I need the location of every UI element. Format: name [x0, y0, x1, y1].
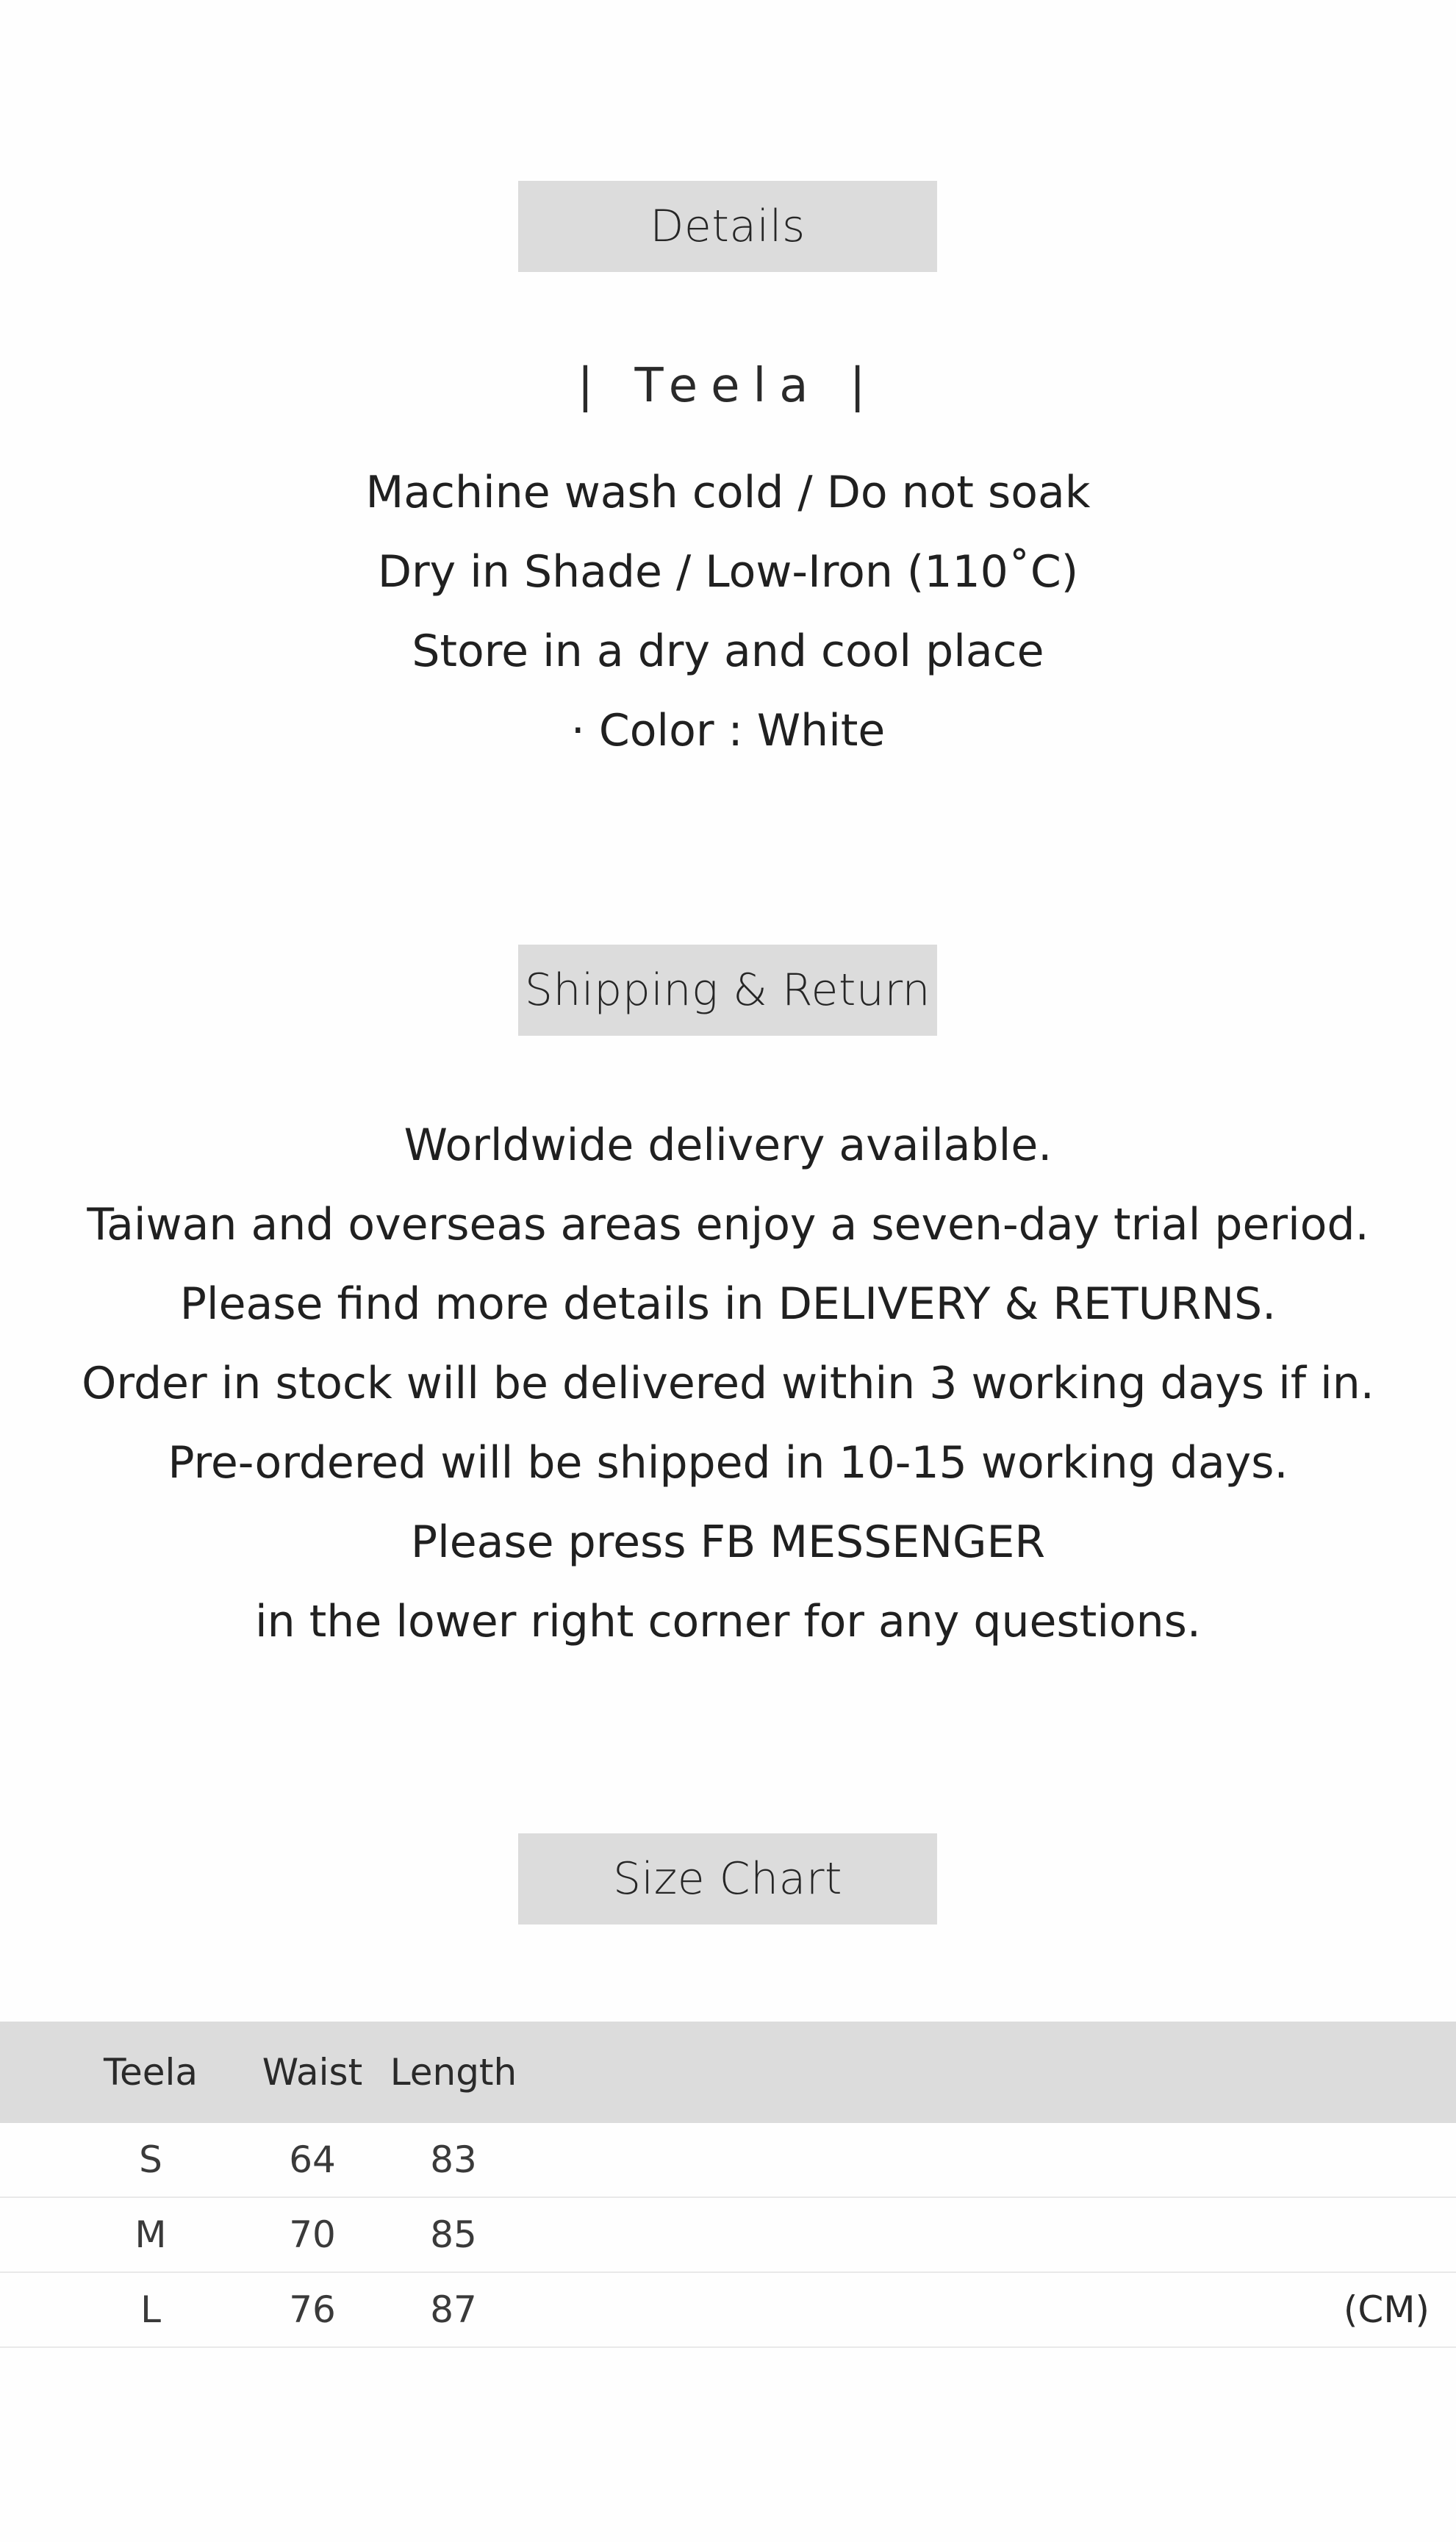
column-header-waist: Waist	[262, 2051, 363, 2094]
shipping-line: Order in stock will be delivered within 3 working days if in.	[82, 1358, 1374, 1409]
length-cell: 87	[430, 2288, 477, 2331]
shipping-line: Please press FB MESSENGER	[410, 1517, 1046, 1568]
unit-label: (CM)	[1343, 2288, 1430, 2331]
product-name: | Teela |	[577, 359, 879, 413]
details-header	[518, 181, 937, 272]
shipping-line: Please find more details in DELIVERY & RETURNS.	[179, 1278, 1277, 1330]
shipping-header	[518, 945, 937, 1036]
details-header-label: Details	[650, 201, 806, 252]
column-header-style: Teela	[103, 2051, 198, 2094]
care-line: Store in a dry and cool place	[412, 626, 1044, 677]
waist-cell: 76	[289, 2288, 336, 2331]
table-row	[0, 2198, 1456, 2273]
shipping-line: Taiwan and overseas areas enjoy a seven-day trial period.	[87, 1199, 1369, 1250]
care-line: Machine wash cold / Do not soak	[365, 467, 1091, 518]
table-row	[0, 2123, 1456, 2198]
waist-cell: 70	[289, 2213, 336, 2256]
table-row	[0, 2273, 1456, 2348]
care-instructions	[0, 453, 1456, 770]
column-header-length: Length	[390, 2051, 517, 2094]
size-table-header-row	[0, 2022, 1456, 2123]
care-line: Dry in Shade / Low-Iron (110˚C)	[377, 546, 1079, 598]
size-chart-header-label: Size Chart	[612, 1853, 843, 1905]
shipping-line: Worldwide delivery available.	[404, 1120, 1052, 1171]
size-cell: S	[139, 2138, 162, 2181]
shipping-line: Pre-ordered will be shipped in 10-15 working days.	[168, 1437, 1288, 1489]
size-table	[0, 2022, 1456, 2348]
color-line: · Color : White	[570, 705, 886, 756]
size-cell: L	[140, 2288, 161, 2331]
size-cell: M	[135, 2213, 167, 2256]
shipping-line: in the lower right corner for any questions.	[255, 1596, 1201, 1647]
length-cell: 85	[430, 2213, 477, 2256]
size-chart-header	[518, 1833, 937, 1925]
waist-cell: 64	[289, 2138, 336, 2181]
shipping-header-label: Shipping & Return	[524, 964, 931, 1016]
shipping-info	[0, 1106, 1456, 1661]
length-cell: 83	[430, 2138, 477, 2181]
